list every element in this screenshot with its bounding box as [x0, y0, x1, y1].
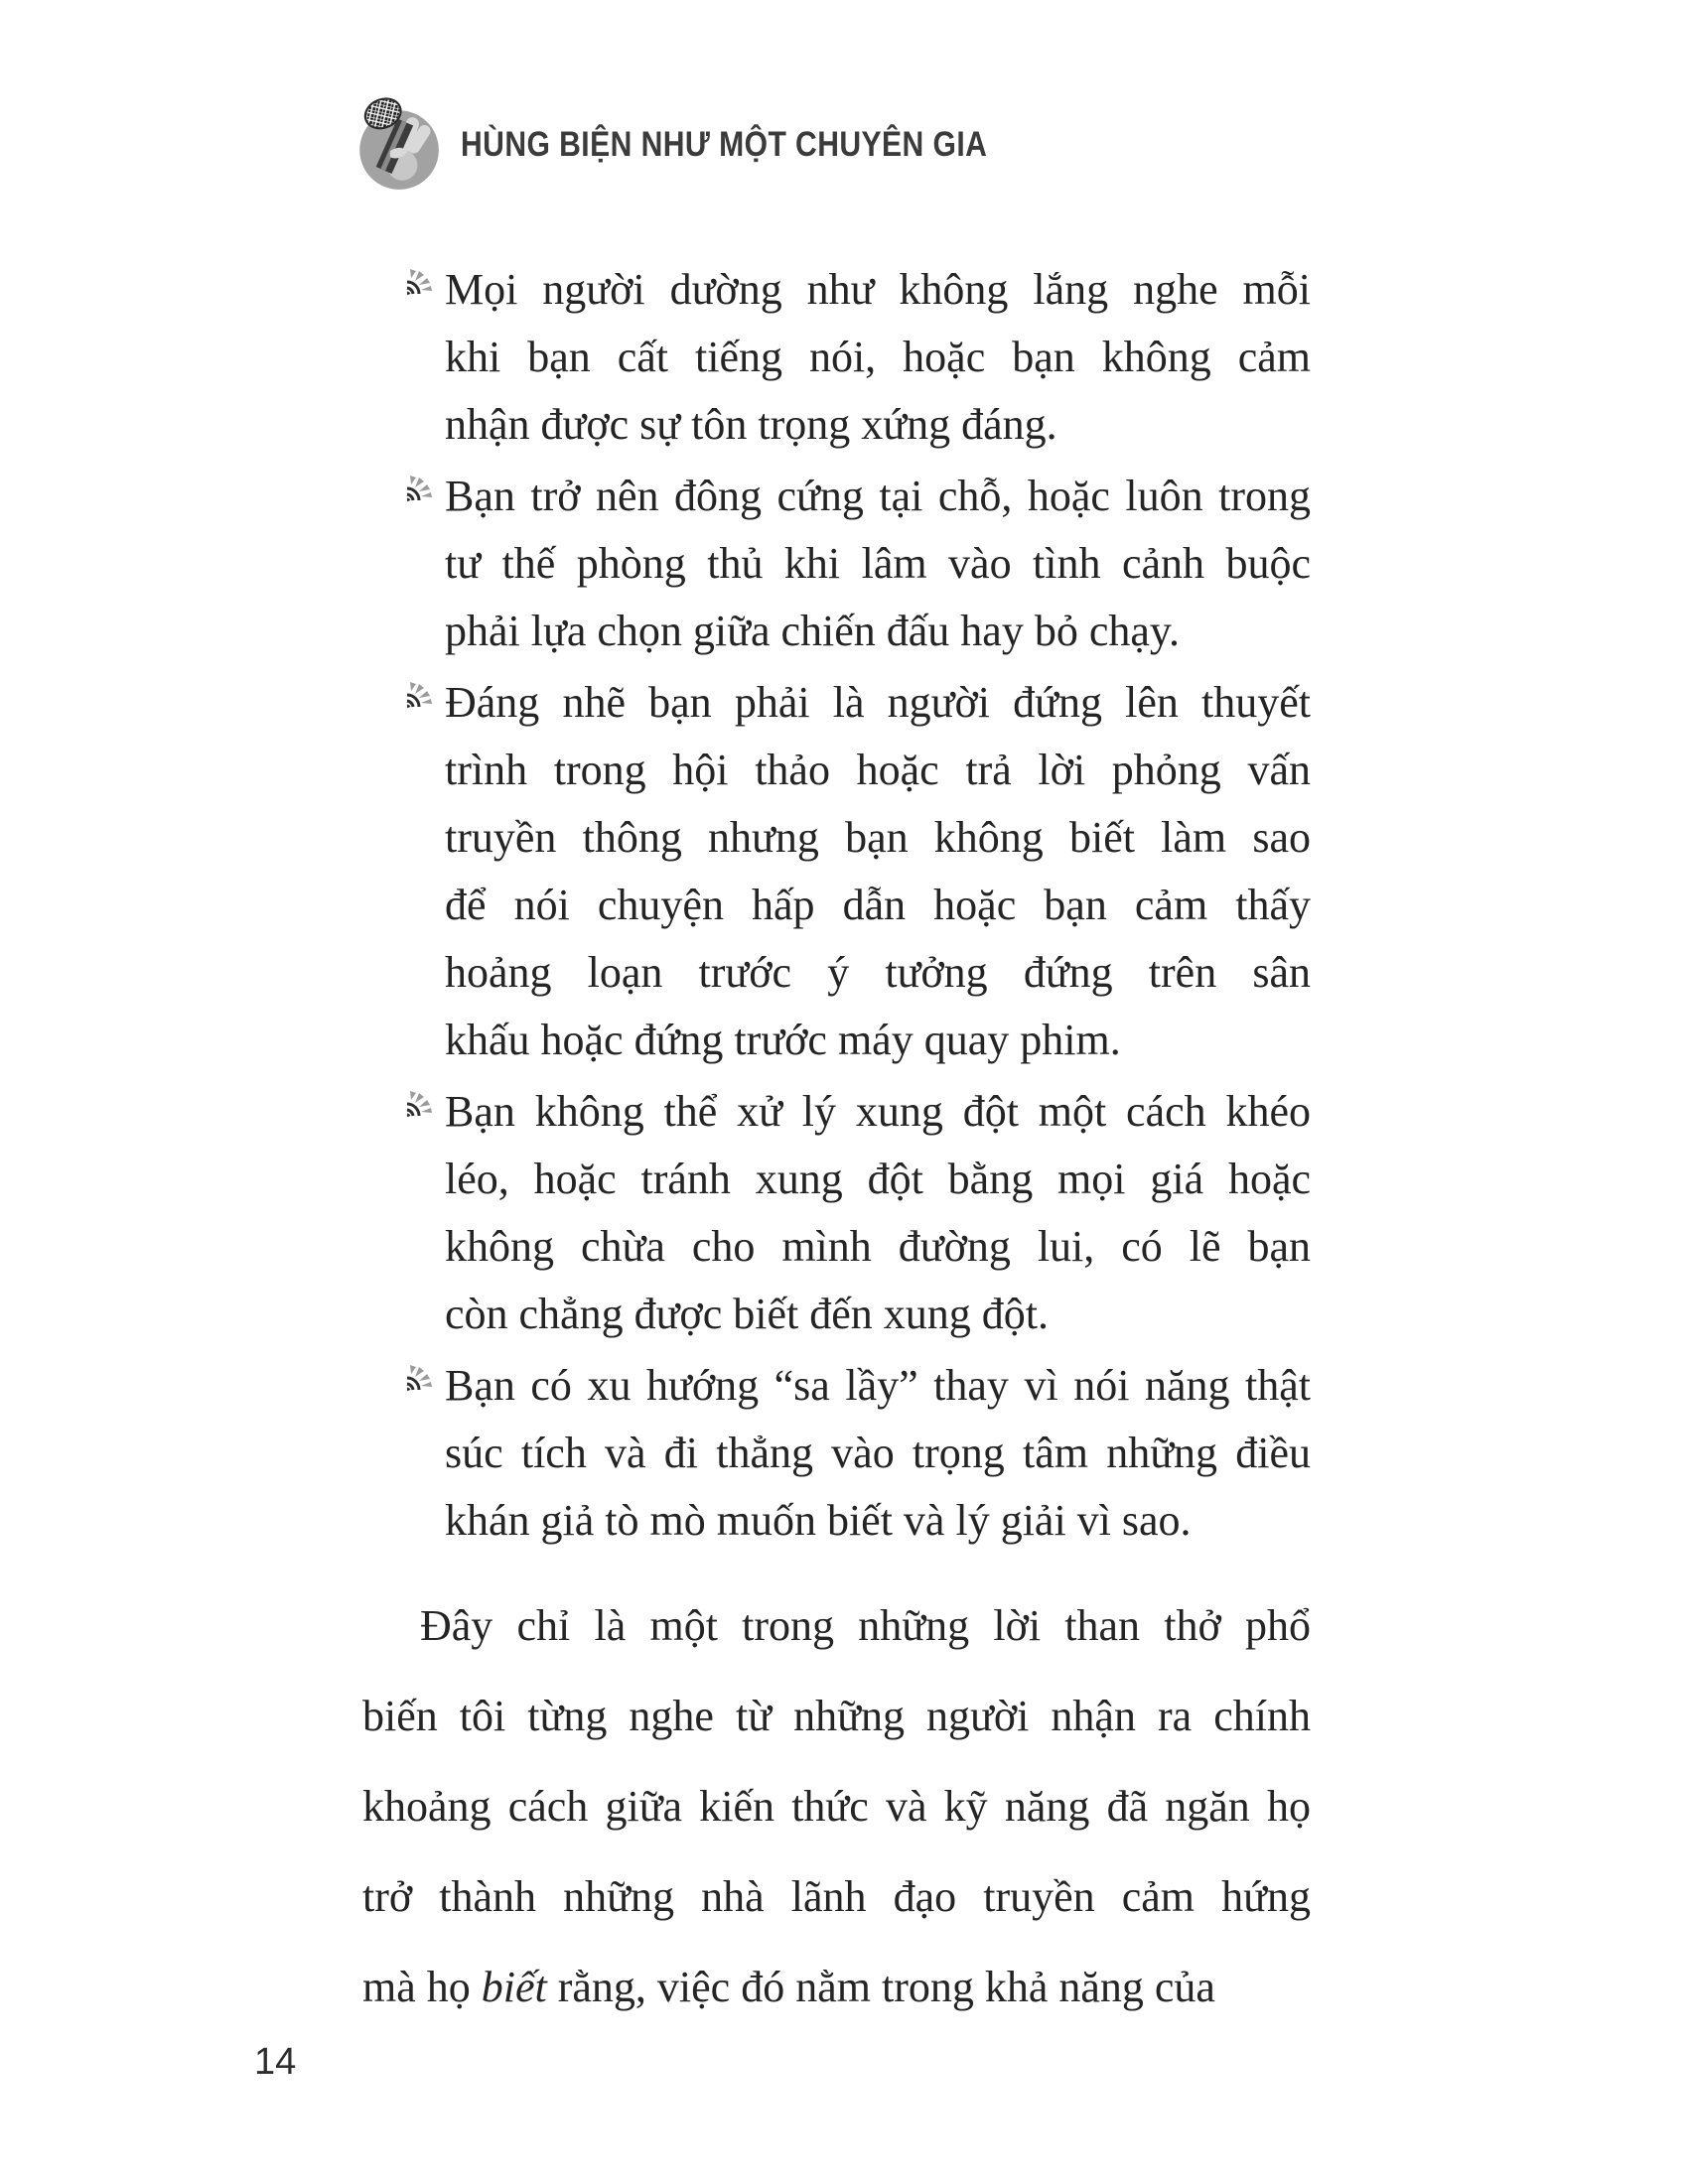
- bullet-item: [405, 669, 1311, 1074]
- bullet-line: Mọi người dường như không lắng nghe mỗi: [445, 265, 1311, 314]
- bullet-item: [405, 256, 1311, 459]
- bullet-item: [405, 1078, 1311, 1348]
- paragraph-text: rằng, việc đó nằm trong khả năng của: [546, 1963, 1215, 2011]
- bullet-line: để nói chuyện hấp dẫn hoặc bạn cảm thấy: [445, 881, 1311, 929]
- bullet-line: trình trong hội thảo hoặc trả lời phỏng vấn: [445, 746, 1311, 794]
- bullet-line: không chừa cho mình đường lui, có lẽ bạn: [445, 1222, 1311, 1271]
- bullet-line: còn chẳng được biết đến xung đột.: [445, 1290, 1049, 1338]
- bullet-line: Bạn trở nên đông cứng tại chỗ, hoặc luôn trong: [445, 472, 1311, 520]
- bullet-line: phải lựa chọn giữa chiến đấu hay bỏ chạy.: [445, 607, 1181, 655]
- bullet-line: truyền thông nhưng bạn không biết làm sao: [445, 813, 1311, 862]
- bullet-line: khấu hoặc đứng trước máy quay phim.: [445, 1016, 1121, 1064]
- sunburst-ornament-bullet-icon: [405, 1365, 433, 1393]
- bullet-line: nhận được sự tôn trọng xứng đáng.: [445, 400, 1057, 449]
- bullet-line: tư thế phòng thủ khi lâm vào tình cảnh buộc: [445, 539, 1311, 588]
- paragraph-text: mà họ: [362, 1963, 482, 2011]
- paragraph-line: [362, 1942, 1311, 2032]
- bullet-line: súc tích và đi thẳng vào trọng tâm những điều: [445, 1429, 1311, 1477]
- sunburst-ornament-bullet-icon: [405, 1091, 433, 1119]
- paragraph-line: biến tôi từng nghe từ những người nhận ra chính: [362, 1692, 1311, 1740]
- bullet-item: [405, 463, 1311, 665]
- paragraph-italic-word: biết: [481, 1963, 547, 2011]
- bullet-line: khán giả tò mò muốn biết và lý giải vì sao.: [445, 1496, 1192, 1545]
- page-number: 14: [254, 2041, 297, 2083]
- sunburst-ornament-bullet-icon: [405, 682, 433, 710]
- paragraph-line: khoảng cách giữa kiến thức và kỹ năng đã ngăn họ: [362, 1782, 1311, 1831]
- bullet-item: [405, 1352, 1311, 1555]
- running-head-title: HÙNG BIỆN NHƯ MỘT CHUYÊN GIA: [461, 125, 988, 164]
- paragraph-line: Đây chỉ là một trong những lời than thở phổ: [420, 1601, 1311, 1650]
- bullet-line: léo, hoặc tránh xung đột bằng mọi giá hoặc: [445, 1155, 1311, 1203]
- paragraph-line: trở thành những nhà lãnh đạo truyền cảm hứng: [362, 1872, 1311, 1921]
- bullet-line: hoảng loạn trước ý tưởng đứng trên sân: [445, 948, 1311, 997]
- bullet-line: Bạn có xu hướng “sa lầy” thay vì nói năng thật: [445, 1361, 1311, 1410]
- sunburst-ornament-bullet-icon: [405, 476, 433, 503]
- sunburst-ornament-bullet-icon: [405, 269, 433, 297]
- bullet-line: Đáng nhẽ bạn phải là người đứng lên thuyết: [445, 678, 1311, 727]
- bullet-line: Bạn không thể xử lý xung đột một cách khéo: [445, 1087, 1311, 1136]
- bullet-list: [405, 256, 1311, 1559]
- body-paragraph: [362, 1580, 1311, 2032]
- bullet-line: khi bạn cất tiếng nói, hoặc bạn không cảm: [445, 333, 1311, 381]
- page-header: [350, 95, 1073, 195]
- microphone-hand-logo-icon: [350, 97, 445, 193]
